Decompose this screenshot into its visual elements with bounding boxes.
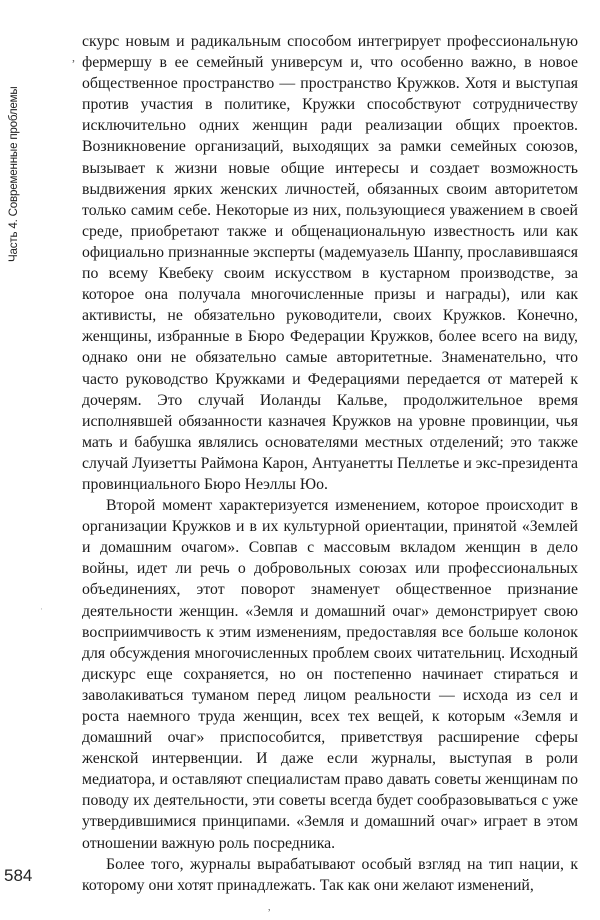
paragraph-1: скурс новым и радикальным способом интегрирует профессиональную фермершу в ее семейный универсум и, что особенно важно, в новое общественное пространство — пространство Кружков. Хотя и выступая против участия в политике, Кружки способствуют сотрудничеству исключительно одних женщин ради реализации общих проектов. Возникновение организаций, выходящих за рамки семейных союзов, вызывает к жизни новые общие интересы и создает возможность выдвижения ярких женских личностей, обязанных своим авторитетом только самим себе. Некоторые из них, пользующиеся уважением в своей среде, приобретают также и общенациональную известность или как официально признанные эксперты (мадемуазель Шанпу, прославившаяся по всему Квебеку своим искусством в кустарном производстве, за которое она получала многочисленные призы и награды), или как активисты, не обязательно руководители, своих Кружков. Конечно, женщины, избранные в Бюро Федерации Кружков, более всего на виду, однако они не обязательно самые авторитетные. Знаменательно, что часто руководство Кружками и Федерациями передается от матерей к дочерям. Это случай Иоланды Кальве, продолжительное время исполнявшей обязанности казначея Кружков на уровне провинции, чья мать и бабушка являлись основателями местных отделений; это также случай Луизетты Раймона Карон, Антуанетты Пеллетье и экс-президента провинциального Бюро Неэллы Юо. — [82, 33, 578, 493]
main-text — [82, 31, 578, 896]
scan-speck: , — [72, 50, 75, 64]
paragraph-2: Второй момент характеризуется изменением, которое происходит в организации Кружков и в их культурной ориентации, принятой «Землей и домашним очагом». Совпав с массовым вкладом женщин в дело войны, идет ли речь о добровольных союзах или профессиональных объединениях, этот поворот знаменует общественное признание деятельности женщин. «Земля и домашний очаг» демонстрирует свою восприимчивость к этим изменениям, предоставляя все больше колонок для обсуждения многочисленных проблем своих читательниц. Исходный дискурс еще сохраняется, но он постепенно начинает стираться и заволакиваться туманом перед лицом реальности — исхода из сел и роста наемного труда женщин, всех тех вещей, к которым «Земля и домашний очаг» приспособится, приветствуя расширение сферы женской интервенции. И даже если журналы, выступая в роли медиатора, и оставляют специалистам право давать советы женщинам по поводу их деятельности, эти советы всегда будет сообразовываться с уже утвердившимися принципами. «Земля и домашний очаг» играет в этом отношении важную роль посредника. — [82, 497, 578, 852]
scan-speck: , — [268, 902, 271, 913]
page-number: 584 — [4, 866, 33, 885]
paragraph-3: Более того, журналы вырабатывают особый взгляд на тип нации, к которому они хотят принадлежать. Так как они желают изменений, — [82, 855, 578, 894]
running-head: Часть 4. Современные проблемы — [7, 86, 20, 262]
scan-speck: · — [40, 604, 43, 614]
